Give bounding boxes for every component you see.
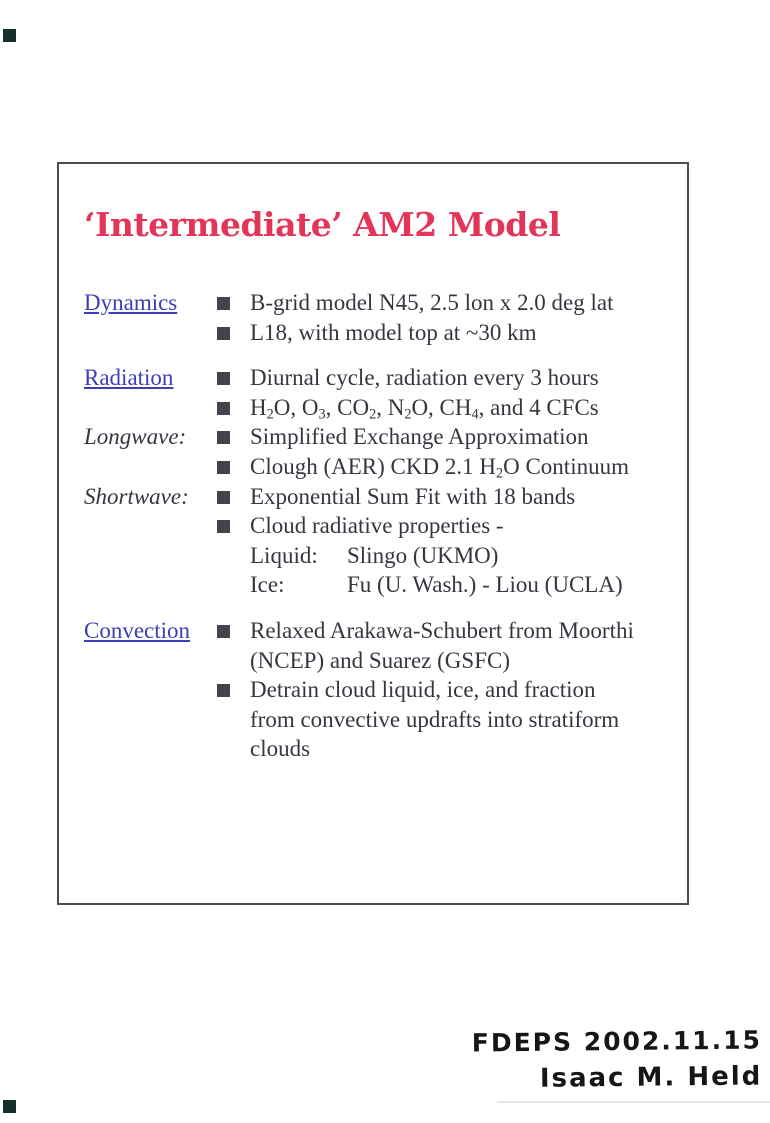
item-text: Cloud radiative properties - [250, 513, 504, 539]
bullet-item [84, 318, 669, 348]
slide-frame [57, 162, 689, 905]
scan-corner-mark-bottom [3, 1100, 16, 1113]
bullet-square-icon [217, 297, 230, 310]
bullet-item [84, 675, 669, 705]
continuation-line [84, 705, 669, 735]
bullet-square-icon [217, 491, 230, 504]
bullet-cell [217, 482, 250, 512]
label-longwave: Longwave: [84, 424, 187, 450]
scan-corner-mark-top [3, 29, 16, 42]
bullet-square-icon [217, 520, 230, 533]
item-key: Liquid: [250, 542, 318, 568]
bullet-cell [217, 363, 250, 393]
bullet-square-icon [217, 431, 230, 444]
scan-artifact-line [497, 1101, 770, 1103]
item-text: B-grid model N45, 2.5 lon x 2.0 deg lat [250, 290, 614, 315]
bullet-square-icon [217, 327, 230, 340]
item-value: Fu (U. Wash.) - Liou (UCLA) [347, 572, 623, 598]
bullet-square-icon [217, 625, 230, 638]
handwritten-author: Isaac M. Held [539, 1061, 763, 1094]
continuation-line [84, 734, 669, 764]
item-text: Diurnal cycle, radiation every 3 hours [250, 365, 599, 391]
bullet-square-icon [217, 461, 230, 474]
bullet-item [84, 422, 669, 452]
label-shortwave: Shortwave: [84, 483, 189, 509]
handwritten-date: FDEPS 2002.11.15 [471, 1025, 762, 1058]
bullet-cell [217, 511, 250, 541]
item-text: Detrain cloud liquid, ice, and fraction [250, 677, 596, 703]
item-text: from convective updrafts into stratiform [250, 706, 620, 732]
item-text: Exponential Sum Fit with 18 bands [250, 483, 576, 509]
item-text: $H_2O$, $O_3$, $CO_2$, $N_2O$, $CH_4$, and 4 CFCs [250, 394, 599, 423]
bullet-cell [217, 675, 250, 705]
bullet-square-icon [217, 402, 230, 415]
key-value-line [84, 541, 669, 571]
item-text: L18, with model top at ~30 km [250, 319, 537, 345]
bullet-cell [217, 422, 250, 452]
item-text: Relaxed Arakawa-Schubert from Moorthi [250, 617, 634, 643]
bullet-cell [217, 288, 250, 318]
slide-title: ‘Intermediate’ AM2 Model [84, 205, 561, 244]
bullet-square-icon [217, 684, 230, 697]
item-value: Slingo (UKMO) [347, 542, 499, 568]
label-convection[interactable]: Convection [84, 617, 191, 643]
bullet-item [84, 511, 669, 541]
bullet-item [84, 393, 669, 423]
item-text [250, 570, 669, 600]
label-radiation[interactable]: Radiation [84, 365, 174, 391]
handwritten-note [472, 1022, 763, 1097]
bullet-cell [217, 452, 250, 482]
item-text: Clough (AER) CKD 2.1 $H_2O$ Continuum [250, 453, 629, 482]
bullet-item [84, 288, 669, 318]
bullet-item [84, 452, 669, 482]
bullet-cell [217, 393, 250, 423]
continuation-line [84, 646, 669, 676]
bullet-item [84, 482, 669, 512]
key-value-line [84, 570, 669, 600]
bullet-cell [217, 616, 250, 646]
item-text: Simplified Exchange Approximation [250, 424, 589, 450]
label-dynamics[interactable]: Dynamics [84, 290, 178, 315]
bullet-square-icon [217, 372, 230, 385]
bullet-item [84, 363, 669, 393]
bullet-item [84, 616, 669, 646]
item-text: (NCEP) and Suarez (GSFC) [250, 647, 510, 673]
item-text: clouds [250, 736, 311, 762]
item-key: Ice: [250, 572, 285, 598]
slide-body [84, 288, 669, 764]
item-text [250, 541, 669, 571]
section-radiation [84, 363, 669, 600]
section-convection [84, 616, 669, 764]
section-dynamics [84, 288, 669, 347]
bullet-cell [217, 318, 250, 348]
